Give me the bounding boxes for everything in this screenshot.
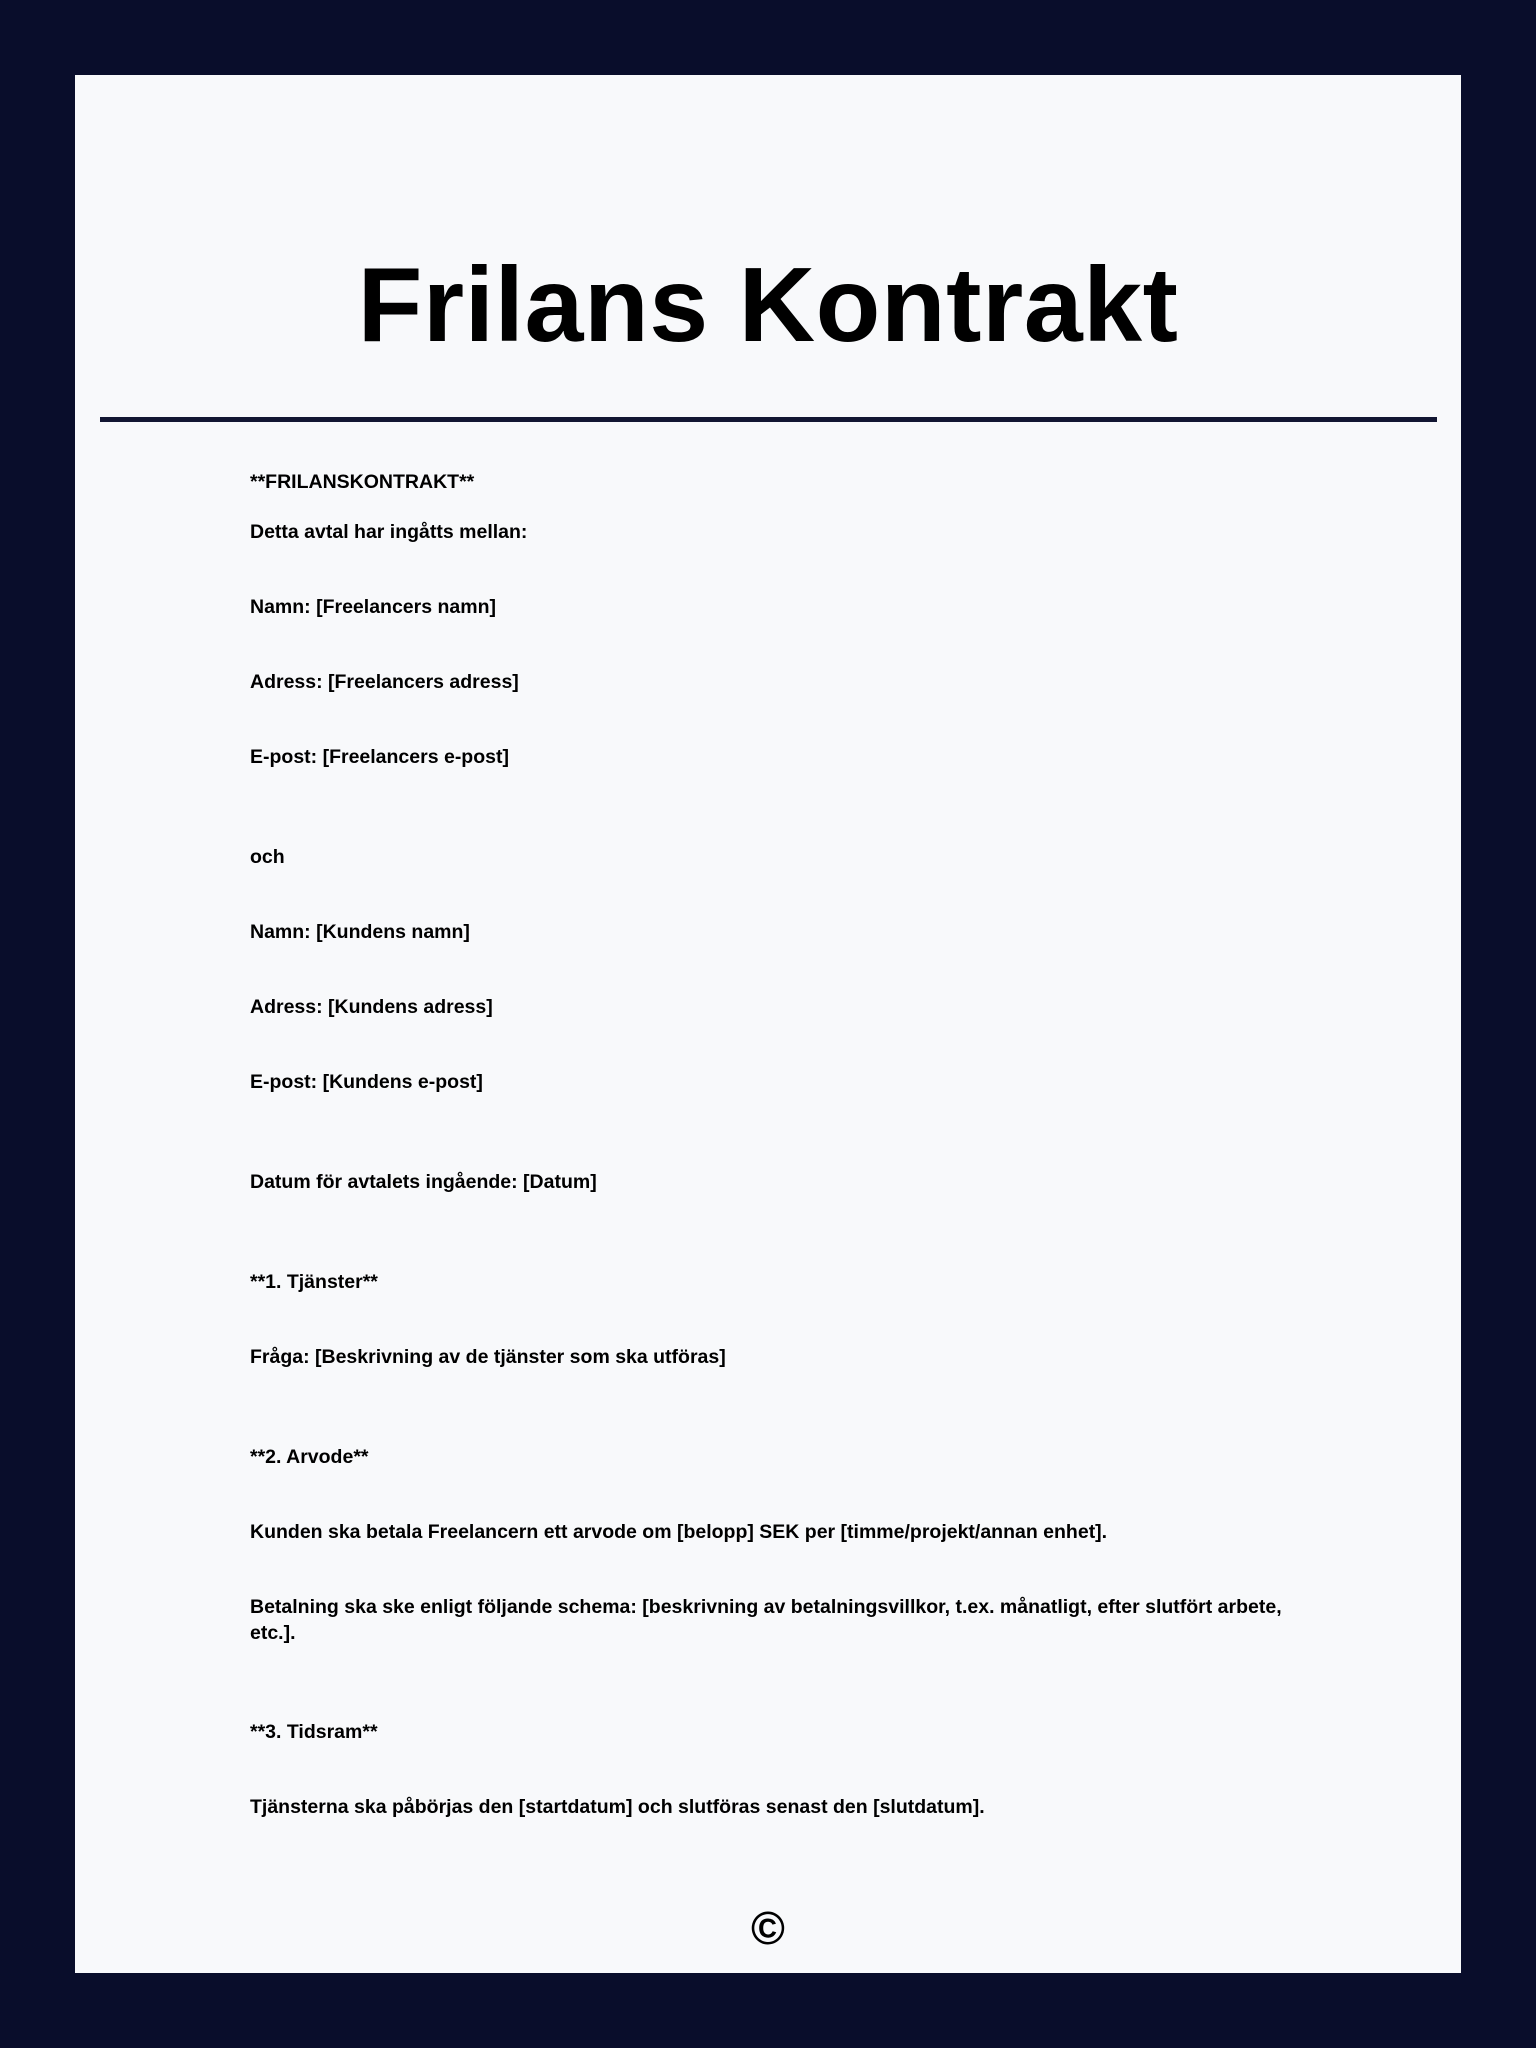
client-name: Namn: [Kundens namn] <box>250 921 470 943</box>
services-description: Fråga: [Beskrivning av de tjänster som ska utföras] <box>250 1346 726 1368</box>
timeframe-paragraph: Tjänsterna ska påbörjas den [startdatum] och slutföras senast den [slutdatum]. <box>250 1796 985 1818</box>
copyright-icon: © <box>751 1902 785 1954</box>
freelancer-address: Adress: [Freelancers adress] <box>250 671 519 693</box>
payment-schedule-paragraph: Betalning ska ske enligt följande schema: [beskrivning av betalningsvillkor, t.ex. månatligt, efter slutfört arbete, etc.]. <box>250 1596 1282 1644</box>
client-address: Adress: [Kundens adress] <box>250 996 493 1018</box>
and-separator: och <box>250 846 285 868</box>
freelancer-name: Namn: [Freelancers namn] <box>250 596 496 618</box>
intro-paragraph: Detta avtal har ingåtts mellan: <box>250 521 528 543</box>
section-fee-heading: **2. Arvode** <box>250 1446 369 1468</box>
contract-heading: **FRILANSKONTRAKT** <box>250 471 475 493</box>
fee-amount-paragraph: Kunden ska betala Freelancern ett arvode om [belopp] SEK per [timme/projekt/annan enhet]. <box>250 1521 1108 1543</box>
freelancer-email: E-post: [Freelancers e-post] <box>250 746 509 768</box>
section-timeframe-heading: **3. Tidsram** <box>250 1721 378 1743</box>
section-services-heading: **1. Tjänster** <box>250 1271 378 1293</box>
document-title: Frilans Kontrakt <box>357 246 1179 364</box>
title-divider <box>100 417 1437 422</box>
client-email: E-post: [Kundens e-post] <box>250 1071 483 1093</box>
agreement-date: Datum för avtalets ingående: [Datum] <box>250 1171 597 1193</box>
